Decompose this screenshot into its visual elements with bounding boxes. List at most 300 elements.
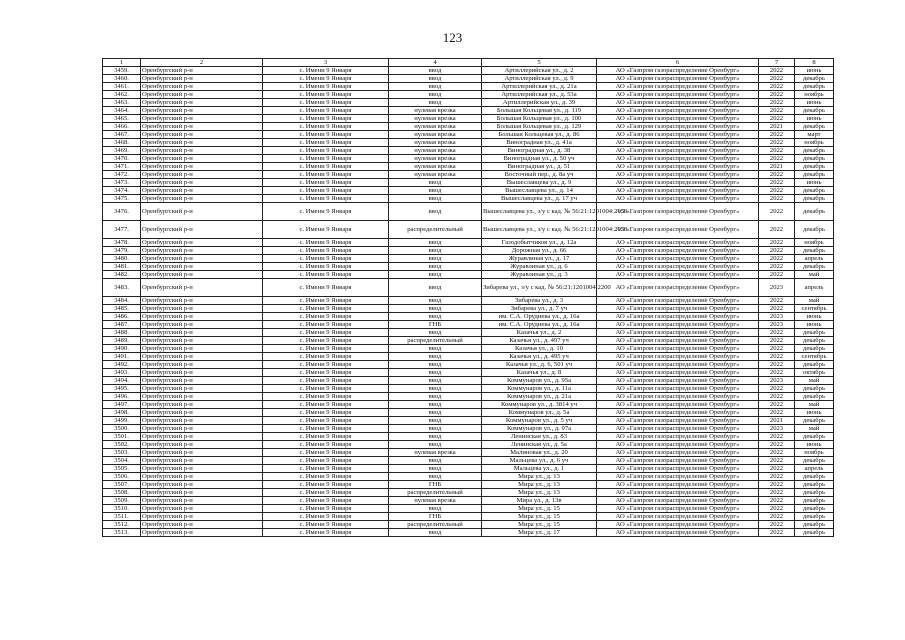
settlement-cell: с. Имени 9 Января bbox=[263, 131, 389, 139]
settlement-cell: с. Имени 9 Января bbox=[263, 255, 389, 263]
row-number-cell: 3498. bbox=[103, 409, 141, 417]
organization-cell: АО «Газпром газораспределение Оренбург» bbox=[597, 369, 759, 377]
table-row bbox=[103, 369, 834, 377]
month-cell: ноябрь bbox=[795, 239, 834, 247]
year-cell: 2022 bbox=[759, 465, 795, 473]
organization-cell: АО «Газпром газораспределение Оренбург» bbox=[597, 123, 759, 131]
month-cell: декабрь bbox=[795, 107, 834, 115]
settlement-cell: с. Имени 9 Января bbox=[263, 321, 389, 329]
work-type-cell: ввод bbox=[389, 401, 482, 409]
address-cell: Большая Кольцевая ул., д. 100 bbox=[482, 115, 597, 123]
table-row bbox=[103, 123, 834, 131]
month-cell: декабрь bbox=[795, 147, 834, 155]
address-cell: Казачья ул., д. 2 bbox=[482, 329, 597, 337]
year-cell: 2022 bbox=[759, 271, 795, 279]
month-cell: сентябрь bbox=[795, 353, 834, 361]
row-number-cell: 3507. bbox=[103, 481, 141, 489]
settlement-cell: с. Имени 9 Января bbox=[263, 361, 389, 369]
organization-cell: АО «Газпром газораспределение Оренбург» bbox=[597, 513, 759, 521]
address-cell: Артиллерийская ул., д. 9 bbox=[482, 75, 597, 83]
table-row bbox=[103, 163, 834, 171]
organization-cell: АО «Газпром газораспределение Оренбург» bbox=[597, 271, 759, 279]
work-type-cell: распределительный bbox=[389, 489, 482, 497]
district-cell: Оренбургский р-н bbox=[141, 313, 263, 321]
organization-cell: АО «Газпром газораспределение Оренбург» bbox=[597, 449, 759, 457]
address-cell: Казачья ул., д. 497 уч bbox=[482, 337, 597, 345]
district-cell: Оренбургский р-н bbox=[141, 279, 263, 297]
address-cell: Коммунаров ул., д. 3814 уч bbox=[482, 401, 597, 409]
table-row bbox=[103, 433, 834, 441]
table-row bbox=[103, 247, 834, 255]
row-number-cell: 3490. bbox=[103, 345, 141, 353]
work-type-cell: ввод bbox=[389, 99, 482, 107]
organization-cell: АО «Газпром газораспределение Оренбург» bbox=[597, 155, 759, 163]
settlement-cell: с. Имени 9 Января bbox=[263, 147, 389, 155]
work-type-cell: ввод bbox=[389, 441, 482, 449]
settlement-cell: с. Имени 9 Января bbox=[263, 91, 389, 99]
month-cell: декабрь bbox=[795, 385, 834, 393]
settlement-cell: с. Имени 9 Января bbox=[263, 409, 389, 417]
year-cell: 2022 bbox=[759, 337, 795, 345]
row-number-cell: 3506. bbox=[103, 473, 141, 481]
organization-cell: АО «Газпром газораспределение Оренбург» bbox=[597, 409, 759, 417]
year-cell: 2022 bbox=[759, 529, 795, 537]
month-cell: июнь bbox=[795, 115, 834, 123]
table-row bbox=[103, 337, 834, 345]
work-type-cell: распределительный bbox=[389, 221, 482, 239]
work-type-cell: нулевая врезка bbox=[389, 163, 482, 171]
work-type-cell: ввод bbox=[389, 361, 482, 369]
year-cell: 2022 bbox=[759, 83, 795, 91]
row-number-cell: 3492. bbox=[103, 361, 141, 369]
settlement-cell: с. Имени 9 Января bbox=[263, 529, 389, 537]
month-cell: июнь bbox=[795, 441, 834, 449]
month-cell: апрель bbox=[795, 465, 834, 473]
organization-cell: АО «Газпром газораспределение Оренбург» bbox=[597, 401, 759, 409]
row-number-cell: 3497. bbox=[103, 401, 141, 409]
organization-cell: АО «Газпром газораспределение Оренбург» bbox=[597, 497, 759, 505]
address-cell: Казачья ул., д. 6, 501 уч bbox=[482, 361, 597, 369]
address-cell: Журавлиная ул., д. 17 bbox=[482, 255, 597, 263]
address-cell: Ленинская ул., д. 5а bbox=[482, 441, 597, 449]
address-cell: Артиллерийская ул., д. 39 bbox=[482, 99, 597, 107]
district-cell: Оренбургский р-н bbox=[141, 521, 263, 529]
work-type-cell: ввод bbox=[389, 345, 482, 353]
column-header: 2 bbox=[141, 59, 263, 67]
settlement-cell: с. Имени 9 Января bbox=[263, 271, 389, 279]
organization-cell: АО «Газпром газораспределение Оренбург» bbox=[597, 255, 759, 263]
table-row bbox=[103, 529, 834, 537]
address-cell: Восточный пер., д. 8а уч bbox=[482, 171, 597, 179]
work-type-cell: ввод bbox=[389, 377, 482, 385]
column-header: 4 bbox=[389, 59, 482, 67]
settlement-cell: с. Имени 9 Января bbox=[263, 377, 389, 385]
row-number-cell: 3491. bbox=[103, 353, 141, 361]
column-header: 7 bbox=[759, 59, 795, 67]
work-type-cell: ввод bbox=[389, 187, 482, 195]
year-cell: 2021 bbox=[759, 123, 795, 131]
settlement-cell: с. Имени 9 Января bbox=[263, 297, 389, 305]
work-type-cell: ГНБ bbox=[389, 481, 482, 489]
settlement-cell: с. Имени 9 Января bbox=[263, 203, 389, 221]
table-row bbox=[103, 425, 834, 433]
settlement-cell: с. Имени 9 Января bbox=[263, 393, 389, 401]
work-type-cell: ввод bbox=[389, 473, 482, 481]
row-number-cell: 3468. bbox=[103, 139, 141, 147]
row-number-cell: 3460. bbox=[103, 75, 141, 83]
table-row bbox=[103, 505, 834, 513]
work-type-cell: нулевая врезка bbox=[389, 155, 482, 163]
table-row bbox=[103, 107, 834, 115]
settlement-cell: с. Имени 9 Января bbox=[263, 497, 389, 505]
year-cell: 2022 bbox=[759, 497, 795, 505]
month-cell: декабрь bbox=[795, 513, 834, 521]
month-cell: декабрь bbox=[795, 247, 834, 255]
table-row bbox=[103, 401, 834, 409]
settlement-cell: с. Имени 9 Января bbox=[263, 489, 389, 497]
organization-cell: АО «Газпром газораспределение Оренбург» bbox=[597, 195, 759, 203]
address-cell: Зибарева ул., з/у с кад. № 56:21:1201004:2200 bbox=[482, 279, 597, 297]
row-number-cell: 3473. bbox=[103, 179, 141, 187]
table-body bbox=[103, 67, 834, 537]
table-row bbox=[103, 417, 834, 425]
settlement-cell: с. Имени 9 Января bbox=[263, 513, 389, 521]
year-cell: 2023 bbox=[759, 279, 795, 297]
month-cell: май bbox=[795, 425, 834, 433]
row-number-cell: 3466. bbox=[103, 123, 141, 131]
organization-cell: АО «Газпром газораспределение Оренбург» bbox=[597, 297, 759, 305]
table-row bbox=[103, 91, 834, 99]
work-type-cell: ввод bbox=[389, 195, 482, 203]
row-number-cell: 3503. bbox=[103, 449, 141, 457]
year-cell: 2022 bbox=[759, 115, 795, 123]
address-cell: Вышеславцева ул., д. 9 bbox=[482, 179, 597, 187]
address-cell: Дорожная ул., д. 66 bbox=[482, 247, 597, 255]
organization-cell: АО «Газпром газораспределение Оренбург» bbox=[597, 433, 759, 441]
table-row bbox=[103, 481, 834, 489]
table-row bbox=[103, 521, 834, 529]
row-number-cell: 3501. bbox=[103, 433, 141, 441]
row-number-cell: 3463. bbox=[103, 99, 141, 107]
address-cell: Мира ул., д. 13в bbox=[482, 497, 597, 505]
district-cell: Оренбургский р-н bbox=[141, 305, 263, 313]
settlement-cell: с. Имени 9 Января bbox=[263, 433, 389, 441]
district-cell: Оренбургский р-н bbox=[141, 529, 263, 537]
row-number-cell: 3504. bbox=[103, 457, 141, 465]
organization-cell: АО «Газпром газораспределение Оренбург» bbox=[597, 313, 759, 321]
table-row bbox=[103, 221, 834, 239]
address-cell: Вышеславцева ул., з/у с кад. № 56:21:1201004:2158 bbox=[482, 203, 597, 221]
address-cell: Коммунаров ул., д. 95а bbox=[482, 377, 597, 385]
year-cell: 2022 bbox=[759, 401, 795, 409]
work-type-cell: ввод bbox=[389, 271, 482, 279]
year-cell: 2023 bbox=[759, 313, 795, 321]
table-row bbox=[103, 465, 834, 473]
settlement-cell: с. Имени 9 Января bbox=[263, 345, 389, 353]
row-number-cell: 3479. bbox=[103, 247, 141, 255]
organization-cell: АО «Газпром газораспределение Оренбург» bbox=[597, 171, 759, 179]
row-number-cell: 3502. bbox=[103, 441, 141, 449]
organization-cell: АО «Газпром газораспределение Оренбург» bbox=[597, 203, 759, 221]
row-number-cell: 3485. bbox=[103, 305, 141, 313]
work-type-cell: нулевая врезка bbox=[389, 131, 482, 139]
table-row bbox=[103, 239, 834, 247]
row-number-cell: 3489. bbox=[103, 337, 141, 345]
table-row bbox=[103, 497, 834, 505]
gasification-table bbox=[102, 58, 834, 537]
year-cell: 2023 bbox=[759, 321, 795, 329]
settlement-cell: с. Имени 9 Января bbox=[263, 83, 389, 91]
address-cell: Коммунаров ул., д. 11а bbox=[482, 385, 597, 393]
month-cell: декабрь bbox=[795, 497, 834, 505]
row-number-cell: 3459. bbox=[103, 67, 141, 75]
year-cell: 2022 bbox=[759, 247, 795, 255]
settlement-cell: с. Имени 9 Января bbox=[263, 75, 389, 83]
column-header: 3 bbox=[263, 59, 389, 67]
work-type-cell: ввод bbox=[389, 433, 482, 441]
address-cell: Мира ул., д. 15 bbox=[482, 505, 597, 513]
organization-cell: АО «Газпром газораспределение Оренбург» bbox=[597, 107, 759, 115]
address-cell: Виноградная ул., д. 41а bbox=[482, 139, 597, 147]
year-cell: 2023 bbox=[759, 377, 795, 385]
table-row bbox=[103, 345, 834, 353]
address-cell: им. С.А. Орудиева ул., д. 16а bbox=[482, 313, 597, 321]
settlement-cell: с. Имени 9 Января bbox=[263, 263, 389, 271]
work-type-cell: ввод bbox=[389, 457, 482, 465]
organization-cell: АО «Газпром газораспределение Оренбург» bbox=[597, 377, 759, 385]
table-row bbox=[103, 329, 834, 337]
district-cell: Оренбургский р-н bbox=[141, 107, 263, 115]
table-row bbox=[103, 195, 834, 203]
address-cell: Вышеславцева ул., д. 17 уч bbox=[482, 195, 597, 203]
month-cell: декабрь bbox=[795, 195, 834, 203]
settlement-cell: с. Имени 9 Января bbox=[263, 155, 389, 163]
row-number-cell: 3496. bbox=[103, 393, 141, 401]
month-cell: июнь bbox=[795, 409, 834, 417]
district-cell: Оренбургский р-н bbox=[141, 67, 263, 75]
row-number-cell: 3494. bbox=[103, 377, 141, 385]
district-cell: Оренбургский р-н bbox=[141, 393, 263, 401]
district-cell: Оренбургский р-н bbox=[141, 473, 263, 481]
month-cell: декабрь bbox=[795, 481, 834, 489]
year-cell: 2022 bbox=[759, 221, 795, 239]
year-cell: 2022 bbox=[759, 263, 795, 271]
year-cell: 2022 bbox=[759, 489, 795, 497]
year-cell: 2022 bbox=[759, 361, 795, 369]
table-row bbox=[103, 377, 834, 385]
district-cell: Оренбургский р-н bbox=[141, 195, 263, 203]
year-cell: 2022 bbox=[759, 239, 795, 247]
row-number-cell: 3510. bbox=[103, 505, 141, 513]
year-cell: 2022 bbox=[759, 99, 795, 107]
table-row bbox=[103, 115, 834, 123]
table-row bbox=[103, 457, 834, 465]
settlement-cell: с. Имени 9 Января bbox=[263, 67, 389, 75]
work-type-cell: ввод bbox=[389, 329, 482, 337]
settlement-cell: с. Имени 9 Января bbox=[263, 385, 389, 393]
month-cell: ноябрь bbox=[795, 449, 834, 457]
month-cell: декабрь bbox=[795, 171, 834, 179]
organization-cell: АО «Газпром газораспределение Оренбург» bbox=[597, 67, 759, 75]
work-type-cell: ввод bbox=[389, 425, 482, 433]
month-cell: декабрь bbox=[795, 329, 834, 337]
district-cell: Оренбургский р-н bbox=[141, 179, 263, 187]
district-cell: Оренбургский р-н bbox=[141, 425, 263, 433]
settlement-cell: с. Имени 9 Января bbox=[263, 305, 389, 313]
organization-cell: АО «Газпром газораспределение Оренбург» bbox=[597, 321, 759, 329]
month-cell: декабрь bbox=[795, 155, 834, 163]
organization-cell: АО «Газпром газораспределение Оренбург» bbox=[597, 441, 759, 449]
row-number-cell: 3509. bbox=[103, 497, 141, 505]
row-number-cell: 3484. bbox=[103, 297, 141, 305]
district-cell: Оренбургский р-н bbox=[141, 155, 263, 163]
work-type-cell: ввод bbox=[389, 505, 482, 513]
settlement-cell: с. Имени 9 Января bbox=[263, 417, 389, 425]
year-cell: 2022 bbox=[759, 433, 795, 441]
month-cell: декабрь bbox=[795, 489, 834, 497]
row-number-cell: 3474. bbox=[103, 187, 141, 195]
address-cell: Мира ул., д. 17 bbox=[482, 529, 597, 537]
organization-cell: АО «Газпром газораспределение Оренбург» bbox=[597, 163, 759, 171]
year-cell: 2022 bbox=[759, 75, 795, 83]
work-type-cell: ввод bbox=[389, 255, 482, 263]
row-number-cell: 3487. bbox=[103, 321, 141, 329]
organization-cell: АО «Газпром газораспределение Оренбург» bbox=[597, 505, 759, 513]
month-cell: май bbox=[795, 297, 834, 305]
district-cell: Оренбургский р-н bbox=[141, 163, 263, 171]
work-type-cell: ввод bbox=[389, 353, 482, 361]
row-number-cell: 3476. bbox=[103, 203, 141, 221]
settlement-cell: с. Имени 9 Января bbox=[263, 465, 389, 473]
table-row bbox=[103, 489, 834, 497]
table-row bbox=[103, 131, 834, 139]
organization-cell: АО «Газпром газораспределение Оренбург» bbox=[597, 489, 759, 497]
year-cell: 2022 bbox=[759, 171, 795, 179]
month-cell: декабрь bbox=[795, 361, 834, 369]
settlement-cell: с. Имени 9 Января bbox=[263, 457, 389, 465]
district-cell: Оренбургский р-н bbox=[141, 221, 263, 239]
header-row bbox=[103, 59, 834, 67]
work-type-cell: нулевая врезка bbox=[389, 107, 482, 115]
table-row bbox=[103, 513, 834, 521]
district-cell: Оренбургский р-н bbox=[141, 187, 263, 195]
district-cell: Оренбургский р-н bbox=[141, 255, 263, 263]
work-type-cell: нулевая врезка bbox=[389, 115, 482, 123]
settlement-cell: с. Имени 9 Января bbox=[263, 425, 389, 433]
address-cell: Мира ул., д. 13 bbox=[482, 473, 597, 481]
settlement-cell: с. Имени 9 Января bbox=[263, 521, 389, 529]
month-cell: апрель bbox=[795, 255, 834, 263]
year-cell: 2022 bbox=[759, 305, 795, 313]
year-cell: 2022 bbox=[759, 369, 795, 377]
settlement-cell: с. Имени 9 Января bbox=[263, 505, 389, 513]
address-cell: Виноградная ул., д. 50 уч bbox=[482, 155, 597, 163]
row-number-cell: 3488. bbox=[103, 329, 141, 337]
organization-cell: АО «Газпром газораспределение Оренбург» bbox=[597, 91, 759, 99]
month-cell: декабрь bbox=[795, 433, 834, 441]
address-cell: Газодобытчиков ул., д. 12а bbox=[482, 239, 597, 247]
organization-cell: АО «Газпром газораспределение Оренбург» bbox=[597, 361, 759, 369]
month-cell: декабрь bbox=[795, 263, 834, 271]
work-type-cell: нулевая врезка bbox=[389, 123, 482, 131]
settlement-cell: с. Имени 9 Января bbox=[263, 221, 389, 239]
row-number-cell: 3462. bbox=[103, 91, 141, 99]
district-cell: Оренбургский р-н bbox=[141, 385, 263, 393]
year-cell: 2022 bbox=[759, 393, 795, 401]
table-row bbox=[103, 393, 834, 401]
settlement-cell: с. Имени 9 Января bbox=[263, 313, 389, 321]
table-row bbox=[103, 449, 834, 457]
work-type-cell: нулевая врезка bbox=[389, 497, 482, 505]
district-cell: Оренбургский р-н bbox=[141, 353, 263, 361]
district-cell: Оренбургский р-н bbox=[141, 361, 263, 369]
year-cell: 2022 bbox=[759, 329, 795, 337]
month-cell: декабрь bbox=[795, 187, 834, 195]
address-cell: Зибарева ул., д. 7 уч bbox=[482, 305, 597, 313]
month-cell: октябрь bbox=[795, 369, 834, 377]
table-row bbox=[103, 353, 834, 361]
district-cell: Оренбургский р-н bbox=[141, 505, 263, 513]
row-number-cell: 3512. bbox=[103, 521, 141, 529]
settlement-cell: с. Имени 9 Января bbox=[263, 123, 389, 131]
organization-cell: АО «Газпром газораспределение Оренбург» bbox=[597, 75, 759, 83]
organization-cell: АО «Газпром газораспределение Оренбург» bbox=[597, 115, 759, 123]
month-cell: декабрь bbox=[795, 521, 834, 529]
month-cell: май bbox=[795, 401, 834, 409]
district-cell: Оренбургский р-н bbox=[141, 171, 263, 179]
settlement-cell: с. Имени 9 Января bbox=[263, 187, 389, 195]
work-type-cell: ввод bbox=[389, 263, 482, 271]
year-cell: 2022 bbox=[759, 505, 795, 513]
settlement-cell: с. Имени 9 Января bbox=[263, 353, 389, 361]
organization-cell: АО «Газпром газораспределение Оренбург» bbox=[597, 147, 759, 155]
address-cell: Виноградная ул., д. 51 bbox=[482, 163, 597, 171]
table-row bbox=[103, 203, 834, 221]
year-cell: 2022 bbox=[759, 139, 795, 147]
table-row bbox=[103, 313, 834, 321]
settlement-cell: с. Имени 9 Января bbox=[263, 163, 389, 171]
year-cell: 2022 bbox=[759, 155, 795, 163]
row-number-cell: 3511. bbox=[103, 513, 141, 521]
address-cell: Мира ул., д. 15 bbox=[482, 513, 597, 521]
year-cell: 2022 bbox=[759, 187, 795, 195]
settlement-cell: с. Имени 9 Января bbox=[263, 247, 389, 255]
row-number-cell: 3495. bbox=[103, 385, 141, 393]
work-type-cell: ГНБ bbox=[389, 321, 482, 329]
settlement-cell: с. Имени 9 Января bbox=[263, 449, 389, 457]
work-type-cell: ввод bbox=[389, 393, 482, 401]
year-cell: 2022 bbox=[759, 385, 795, 393]
work-type-cell: ввод bbox=[389, 417, 482, 425]
address-cell: Журавлиная ул., д. 3 bbox=[482, 271, 597, 279]
district-cell: Оренбургский р-н bbox=[141, 147, 263, 155]
table-row bbox=[103, 473, 834, 481]
address-cell: Казачья ул., д. 10 bbox=[482, 345, 597, 353]
year-cell: 2022 bbox=[759, 179, 795, 187]
month-cell: май bbox=[795, 271, 834, 279]
row-number-cell: 3470. bbox=[103, 155, 141, 163]
row-number-cell: 3493. bbox=[103, 369, 141, 377]
row-number-cell: 3500. bbox=[103, 425, 141, 433]
row-number-cell: 3483. bbox=[103, 279, 141, 297]
month-cell: декабрь bbox=[795, 345, 834, 353]
district-cell: Оренбургский р-н bbox=[141, 139, 263, 147]
settlement-cell: с. Имени 9 Января bbox=[263, 239, 389, 247]
row-number-cell: 3499. bbox=[103, 417, 141, 425]
district-cell: Оренбургский р-н bbox=[141, 329, 263, 337]
address-cell: Вышеславцева ул., д. 14 bbox=[482, 187, 597, 195]
organization-cell: АО «Газпром газораспределение Оренбург» bbox=[597, 353, 759, 361]
